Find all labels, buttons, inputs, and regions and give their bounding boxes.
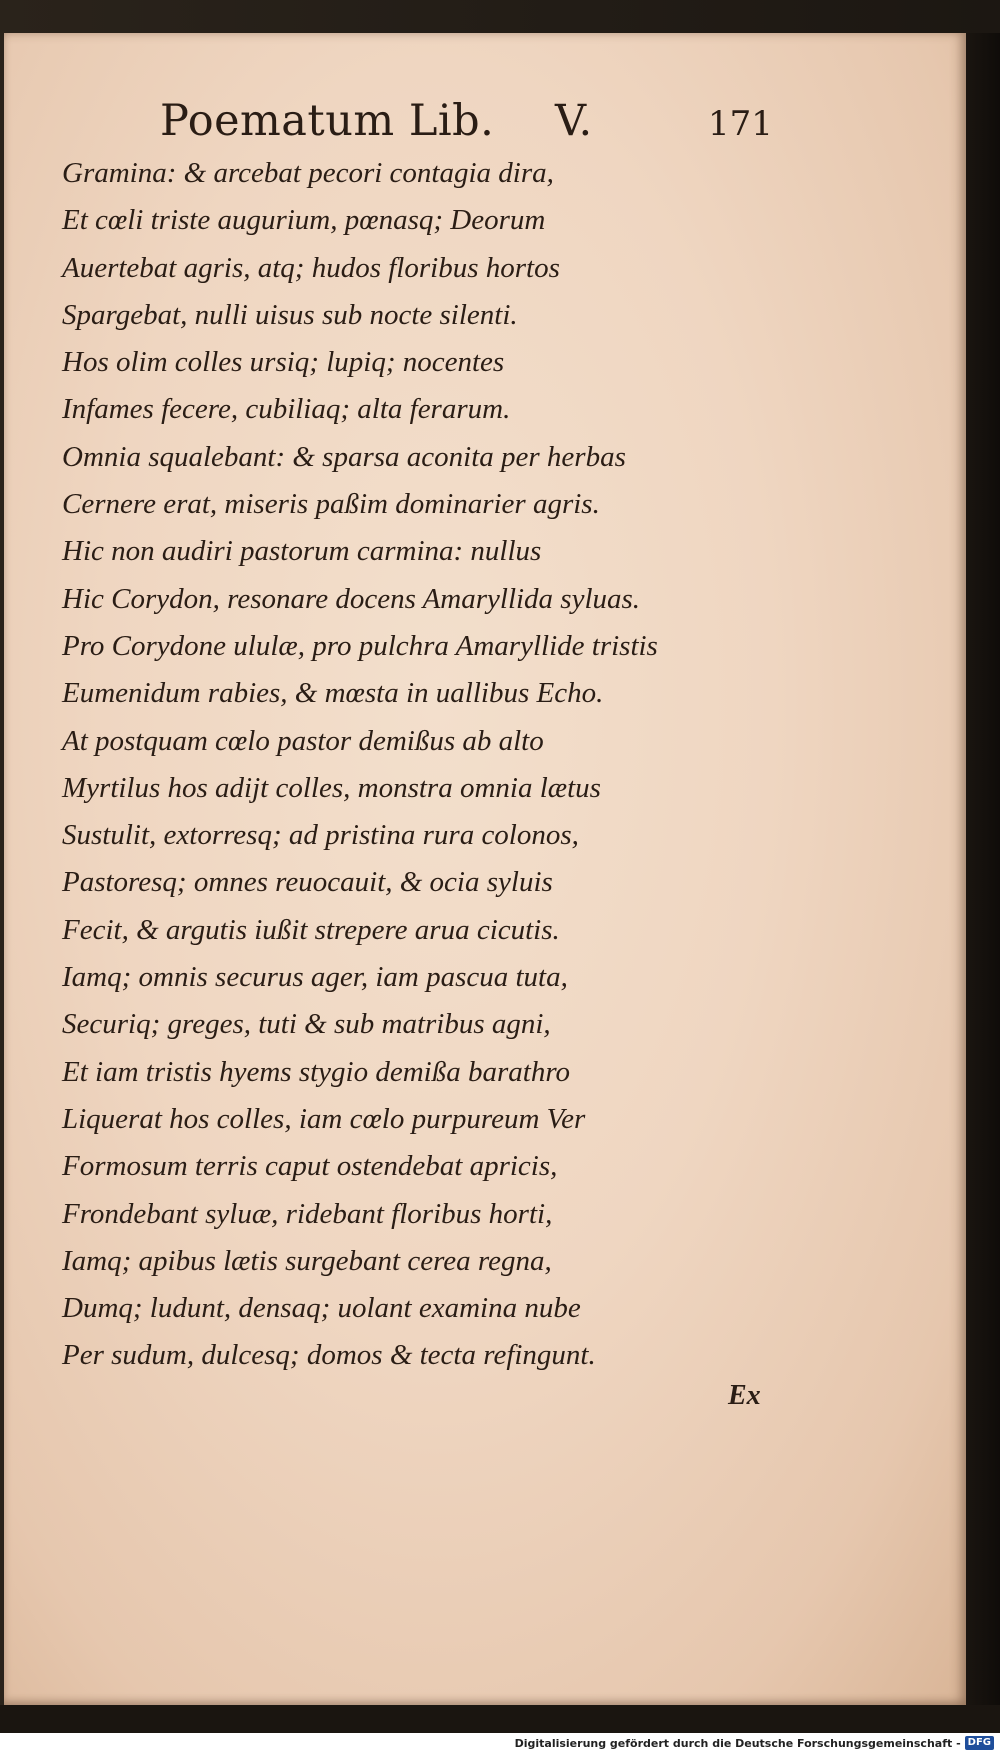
verse-line: Per sudum, dulcesq; domos & tecta refingunt. — [62, 1339, 596, 1372]
page-number: 171 — [708, 104, 773, 144]
digitization-credit: Digitalisierung gefördert durch die Deutsche Forschungsgemeinschaft - — [514, 1736, 961, 1750]
running-head — [160, 96, 780, 156]
verse-line: Omnia squalebant: & sparsa aconita per herbas — [62, 440, 626, 473]
verse-text — [62, 150, 782, 1380]
verse-line: Sustulit, extorresq; ad pristina rura colonos, — [62, 819, 579, 852]
verse-line: Pro Corydone ululæ, pro pulchra Amaryllide tristis — [62, 629, 658, 662]
verse-line: Infames fecere, cubiliaq; alta ferarum. — [62, 393, 511, 426]
verse-line: Hic non audiri pastorum carmina: nullus — [62, 535, 542, 568]
running-head-book-number: V. — [555, 96, 593, 146]
verse-line: Cernere erat, miseris paßim dominarier agris. — [62, 488, 600, 521]
verse-line: Pastoresq; omnes reuocauit, & ocia syluis — [62, 866, 553, 899]
book-binding-edge — [966, 33, 1000, 1705]
verse-line: Liquerat hos colles, iam cœlo purpureum Ver — [62, 1102, 586, 1135]
running-head-title: Poematum Lib. — [160, 96, 495, 146]
digitization-credit-bar — [0, 1733, 1000, 1753]
verse-line: Auertebat agris, atq; hudos floribus hortos — [62, 251, 560, 284]
book-bottom-edge — [0, 1705, 1000, 1733]
verse-line: Securiq; greges, tuti & sub matribus agni, — [62, 1008, 551, 1041]
verse-line: Hic Corydon, resonare docens Amaryllida syluas. — [62, 582, 641, 615]
verse-line: Myrtilus hos adijt colles, monstra omnia lætus — [62, 771, 601, 804]
verse-line: Formosum terris caput ostendebat apricis, — [62, 1150, 558, 1183]
dfg-logo[interactable]: DFG — [965, 1736, 994, 1750]
verse-line: At postquam cœlo pastor demißus ab alto — [62, 724, 544, 757]
verse-line: Hos olim colles ursiq; lupiq; nocentes — [62, 346, 505, 379]
verse-line: Dumq; ludunt, densaq; uolant examina nube — [62, 1292, 581, 1325]
verse-line: Et iam tristis hyems stygio demißa barathro — [62, 1055, 571, 1088]
catchword: Ex — [728, 1380, 761, 1411]
verse-line: Et cœli triste augurium, pœnasq; Deorum — [62, 204, 546, 237]
verse-line: Iamq; apibus lætis surgebant cerea regna, — [62, 1244, 552, 1277]
verse-line: Frondebant syluæ, ridebant floribus horti, — [62, 1197, 553, 1230]
verse-line: Spargebat, nulli uisus sub nocte silenti. — [62, 298, 518, 331]
verse-line: Fecit, & argutis iußit strepere arua cicutis. — [62, 913, 560, 946]
verse-line: Iamq; omnis securus ager, iam pascua tuta, — [62, 961, 568, 994]
verse-line: Gramina: & arcebat pecori contagia dira, — [62, 157, 554, 189]
verse-line: Eumenidum rabies, & mœsta in uallibus Echo. — [62, 677, 604, 710]
